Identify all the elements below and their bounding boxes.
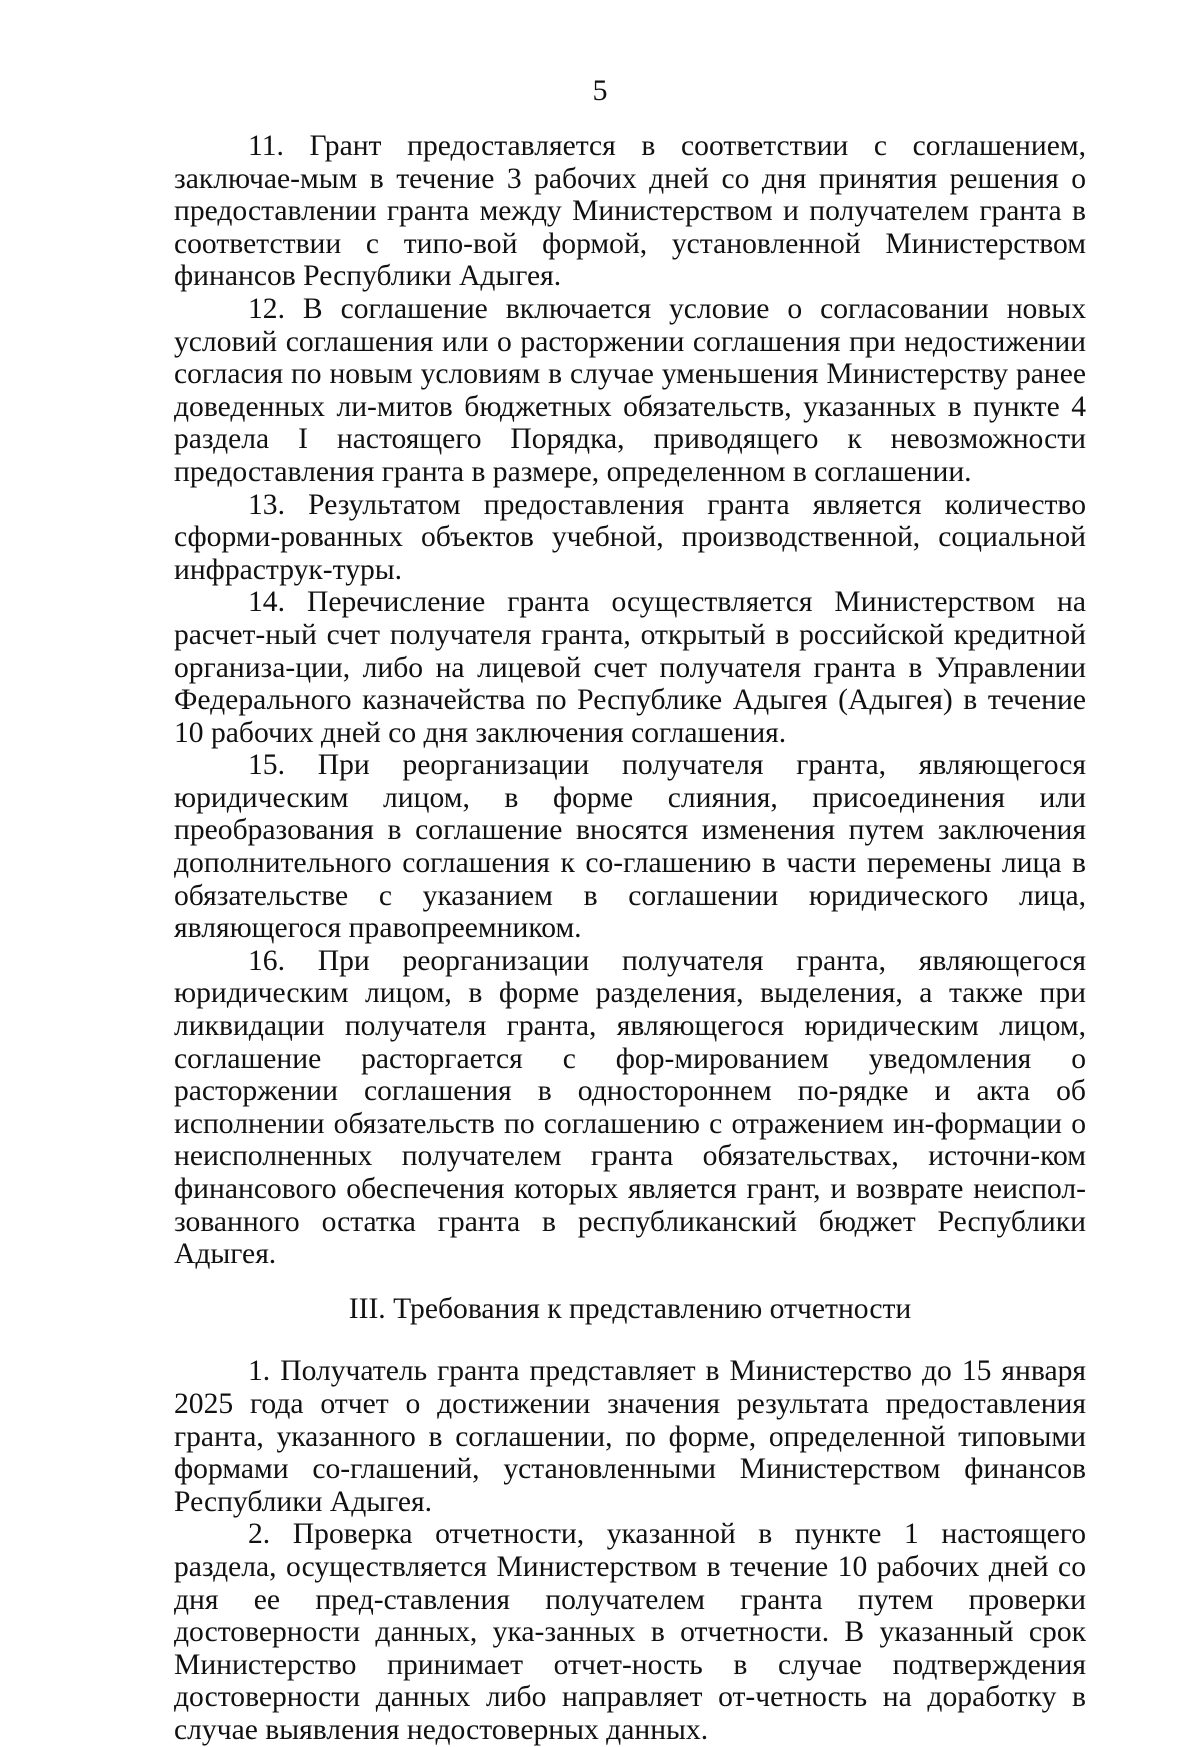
page-number: 5 [592, 74, 608, 107]
section3-paragraph-2: 2. Проверка отчетности, указанной в пункте 1 настоящего раздела, осуществляется Министерством в течение 10 рабочих дней со дня ее пред-ставления получателем гранта путем проверки достоверности данных, ука-занных в отчетности. В указанный срок Министерство принимает отчет-ность в случае подтверждения достоверности данных либо направляет от-четность на доработку в случае выявления недостоверных данных. [174, 1518, 1086, 1746]
paragraph-11: 11. Грант предоставляется в соответствии с соглашением, заключае-мым в течение 3 рабочих дней со дня принятия решения о предоставлении гранта между Министерством и получателем гранта в соответствии с типо-вой формой, установленной Министерством финансов Республики Адыгея. [174, 130, 1086, 293]
paragraph-12: 12. В соглашение включается условие о согласовании новых условий соглашения или о расторжении соглашения при недостижении согласия по новым условиям в случае уменьшения Министерству ранее доведенных ли-митов бюджетных обязательств, указанных в пункте 4 раздела I настоящего Порядка, приводящего к невозможности предоставления гранта в размере, определенном в соглашении. [174, 292, 1086, 488]
paragraph-15: 15. При реорганизации получателя гранта, являющегося юридическим лицом, в форме слияния, присоединения или преобразования в соглашение вносятся изменения путем заключения дополнительного соглашения к со-глашению в части перемены лица в обязательстве с указанием в соглашении юридического лица, являющегося правопреемником. [174, 749, 1086, 945]
document-body [174, 130, 1086, 1747]
paragraph-14: 14. Перечисление гранта осуществляется Министерством на расчет-ный счет получателя гранта, открытый в российской кредитной организа-ции, либо на лицевой счет получателя гранта в Управлении Федерального казначейства по Республике Адыгея (Адыгея) в течение 10 рабочих дней со дня заключения соглашения. [174, 586, 1086, 749]
paragraph-16: 16. При реорганизации получателя гранта, являющегося юридическим лицом, в форме разделения, выделения, а также при ликвидации получателя гранта, являющегося юридическим лицом, соглашение расторгается с фор-мированием уведомления о расторжении соглашения в одностороннем по-рядке и акта об исполнении обязательств по соглашению с отражением ин-формации о неисполненных получателем гранта обязательствах, источни-ком финансового обеспечения которых является грант, и возврате неиспол-зованного остатка гранта в республиканский бюджет Республики Адыгея. [174, 944, 1086, 1271]
section3-paragraph-1: 1. Получатель гранта представляет в Министерство до 15 января 2025 года отчет о достижении значения результата предоставления гранта, указанного в соглашении, по форме, определенной типовыми формами со-глашений, установленными Министерством финансов Республики Адыгея. [174, 1355, 1086, 1518]
section-heading: III. Требования к представлению отчетности [348, 1292, 912, 1325]
paragraph-13: 13. Результатом предоставления гранта является количество сформи-рованных объектов учебной, производственной, социальной инфраструк-туры. [174, 488, 1086, 586]
